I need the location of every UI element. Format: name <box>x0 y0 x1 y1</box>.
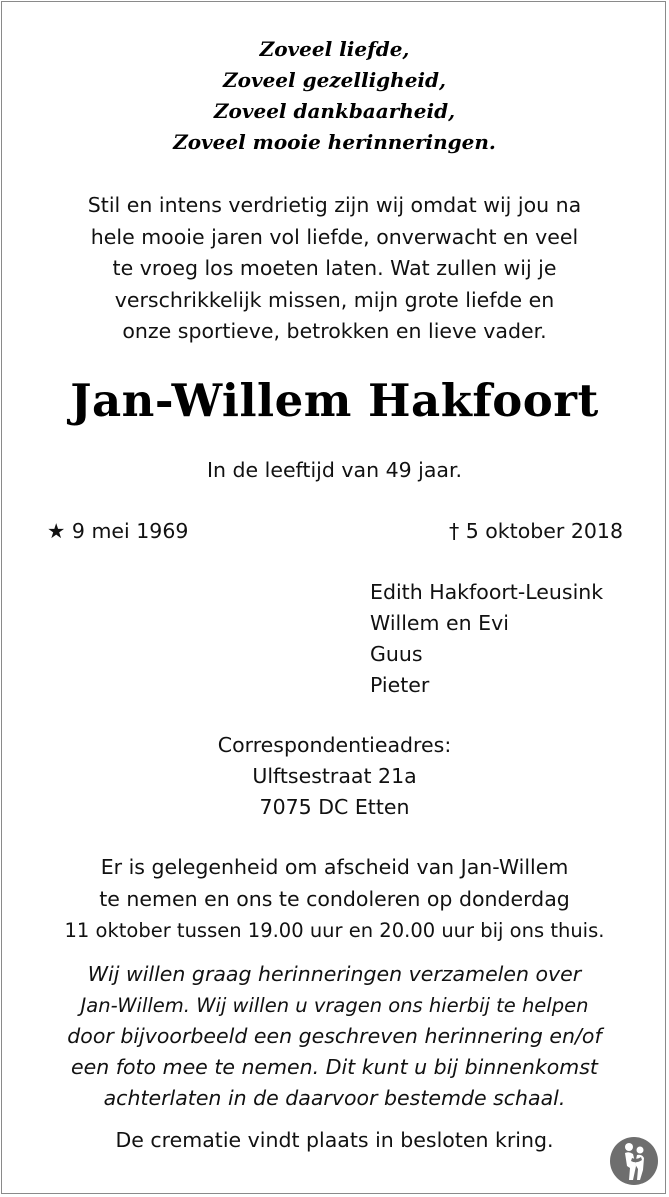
family-list <box>370 577 603 701</box>
visit-line: 11 oktober tussen 19.00 uur en 20.00 uur bij ons thuis. <box>64 919 605 942</box>
embracing-figures-logo-icon <box>609 1136 659 1186</box>
intro-line: hele mooie jaren vol liefde, onverwacht en veel <box>90 224 579 249</box>
request-line: achterlaten in de daarvoor bestemde schaal. <box>103 1086 566 1110</box>
request-line: Wij willen graag herinneringen verzamelen over <box>87 962 582 986</box>
deceased-name: Jan-Willem Hakfoort <box>70 374 599 427</box>
address-line: Correspondentieadres: <box>217 733 452 757</box>
address-line: 7075 DC Etten <box>259 795 410 819</box>
poem-line: Zoveel mooie herinneringen. <box>173 130 496 154</box>
request-line: Jan-Willem. Wij willen u vragen ons hierbij te helpen <box>80 994 589 1017</box>
visit-line: te nemen en ons te condoleren op donderdag <box>99 886 570 911</box>
poem-line: Zoveel gezelligheid, <box>223 68 446 92</box>
intro-line: te vroeg los moeten laten. Wat zullen wij je <box>112 256 557 280</box>
correspondence-address <box>0 730 669 823</box>
birth-date: ★ 9 mei 1969 <box>47 519 189 543</box>
request-line: een foto mee te nemen. Dit kunt u bij binnenkomst <box>71 1055 598 1079</box>
intro-text <box>0 190 669 348</box>
request-line: door bijvoorbeeld een geschreven herinnering en/of <box>67 1024 602 1048</box>
intro-line: Stil en intens verdrietig zijn wij omdat wij jou na <box>87 193 582 217</box>
family-member: Willem en Evi <box>370 611 509 635</box>
age-statement: In de leeftijd van 49 jaar. <box>206 458 463 482</box>
death-date: † 5 oktober 2018 <box>448 519 623 543</box>
visit-line: Er is gelegenheid om afscheid van Jan-Willem <box>100 855 569 879</box>
family-member: Edith Hakfoort-Leusink <box>370 580 604 604</box>
poem-line: Zoveel liefde, <box>259 37 410 61</box>
address-line: Ulftsestraat 21a <box>252 764 417 788</box>
family-member: Pieter <box>370 673 430 697</box>
cremation-note: De crematie vindt plaats in besloten kring. <box>115 1128 554 1152</box>
intro-line: onze sportieve, betrokken en lieve vader. <box>122 319 547 343</box>
intro-line: verschrikkelijk missen, mijn grote liefde en <box>114 287 555 312</box>
memories-request <box>0 959 669 1114</box>
poem <box>0 34 669 158</box>
family-member: Guus <box>370 642 423 666</box>
visitation-info <box>0 852 669 947</box>
poem-line: Zoveel dankbaarheid, <box>213 99 456 123</box>
